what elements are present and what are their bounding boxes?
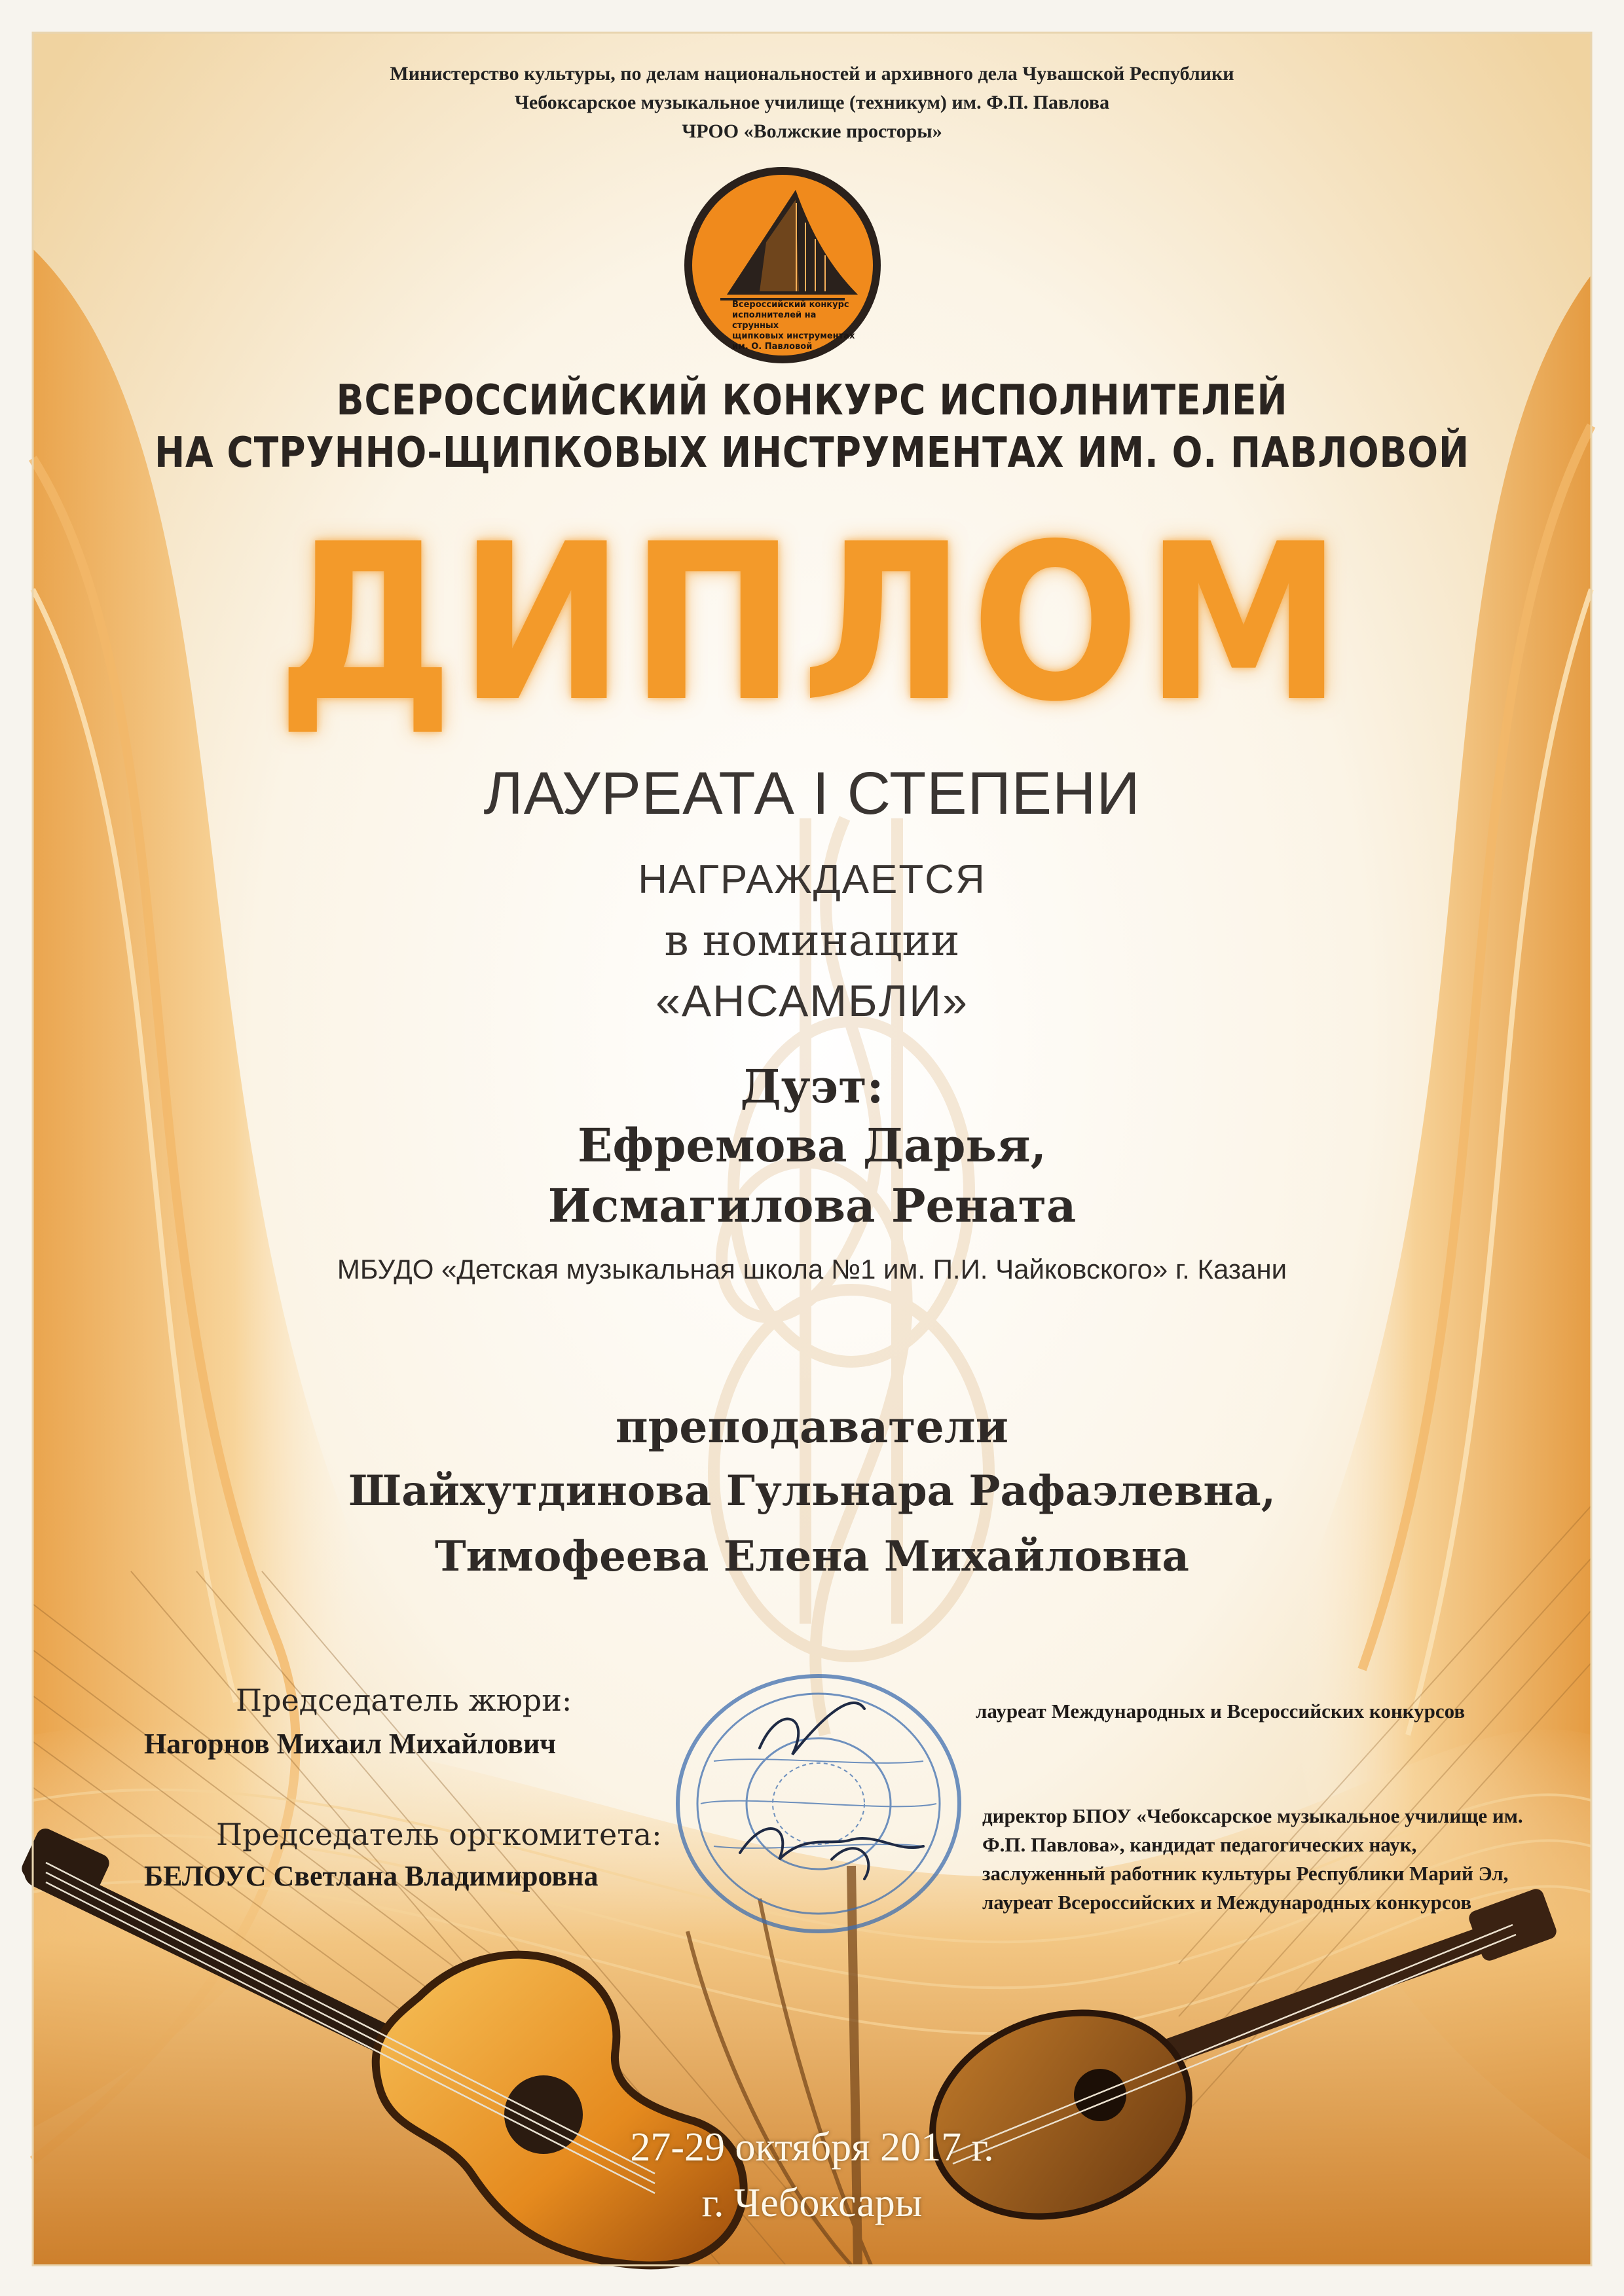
jury-chair-role: Председатель жюри: — [236, 1683, 572, 1718]
contest-title-line2: НА СТРУННО-ЩИПКОВЫХ ИНСТРУМЕНТАХ ИМ. О. ПАВЛОВОЙ — [155, 429, 1469, 477]
org-chair-note-line4: лауреат Всероссийских и Международных конкурсов — [982, 1891, 1472, 1914]
logo-text-line1: Всероссийский конкурс — [732, 300, 849, 310]
teachers-heading: преподаватели — [615, 1401, 1009, 1453]
jury-chair-name: Нагорнов Михаил Михайлович — [144, 1728, 557, 1760]
teacher-name-2: Тимофеева Елена Михайловна — [435, 1532, 1189, 1581]
event-city: г. Чебоксары — [701, 2181, 923, 2225]
recipient-name-1: Ефремова Дарья, — [578, 1118, 1046, 1173]
contest-logo — [681, 164, 884, 367]
recipient-name-2: Исмагилова Рената — [547, 1178, 1077, 1233]
awarded-label: НАГРАЖДАЕТСЯ — [638, 857, 986, 902]
jury-chair-note: лауреат Международных и Всероссийских конкурсов — [976, 1700, 1466, 1722]
event-dates: 27-29 октября 2017 г. — [630, 2125, 994, 2170]
org-chair-role: Председатель оргкомитета: — [216, 1817, 662, 1852]
official-stamp — [661, 1663, 976, 1944]
logo-text-line4: им. О. Павловой — [732, 342, 813, 352]
org-chair-note-line3: заслуженный работник культуры Республики Марий Эл, — [982, 1862, 1509, 1885]
header-organization: ЧРОО «Волжские просторы» — [682, 120, 942, 142]
diploma-title: ДИПЛОМ — [276, 498, 1348, 749]
nomination-name: «АНСАМБЛИ» — [655, 976, 969, 1026]
teacher-name-1: Шайхутдинова Гульнара Рафаэлевна, — [348, 1467, 1276, 1516]
org-chair-note-line1: директор БПОУ «Чебоксарское музыкальное училище им. — [982, 1804, 1523, 1827]
contest-title-line1: ВСЕРОССИЙСКИЙ КОНКУРС ИСПОЛНИТЕЛЕЙ — [336, 376, 1288, 425]
header-college: Чебоксарское музыкальное училище (техникум) им. Ф.П. Павлова — [514, 92, 1110, 113]
nomination-prefix: в номинации — [664, 915, 960, 966]
org-chair-name: БЕЛОУС Светлана Владимировна — [144, 1860, 599, 1892]
header-ministry: Министерство культуры, по делам национальностей и архивного дела Чувашской Республики — [390, 63, 1234, 84]
recipient-group: Дуэт: — [740, 1059, 884, 1114]
org-chair-note-line2: Ф.П. Павлова», кандидат педагогических наук, — [982, 1833, 1417, 1856]
logo-text-line2: исполнителей на струнных — [732, 310, 817, 331]
diploma-degree: ЛАУРЕАТА I СТЕПЕНИ — [483, 760, 1141, 827]
logo-text-line3: щипковых инструментах — [732, 331, 855, 341]
recipient-school: МБУДО «Детская музыкальная школа №1 им. П.И. Чайковского» г. Казани — [337, 1254, 1287, 1285]
org-chair-note — [982, 1802, 1585, 1917]
